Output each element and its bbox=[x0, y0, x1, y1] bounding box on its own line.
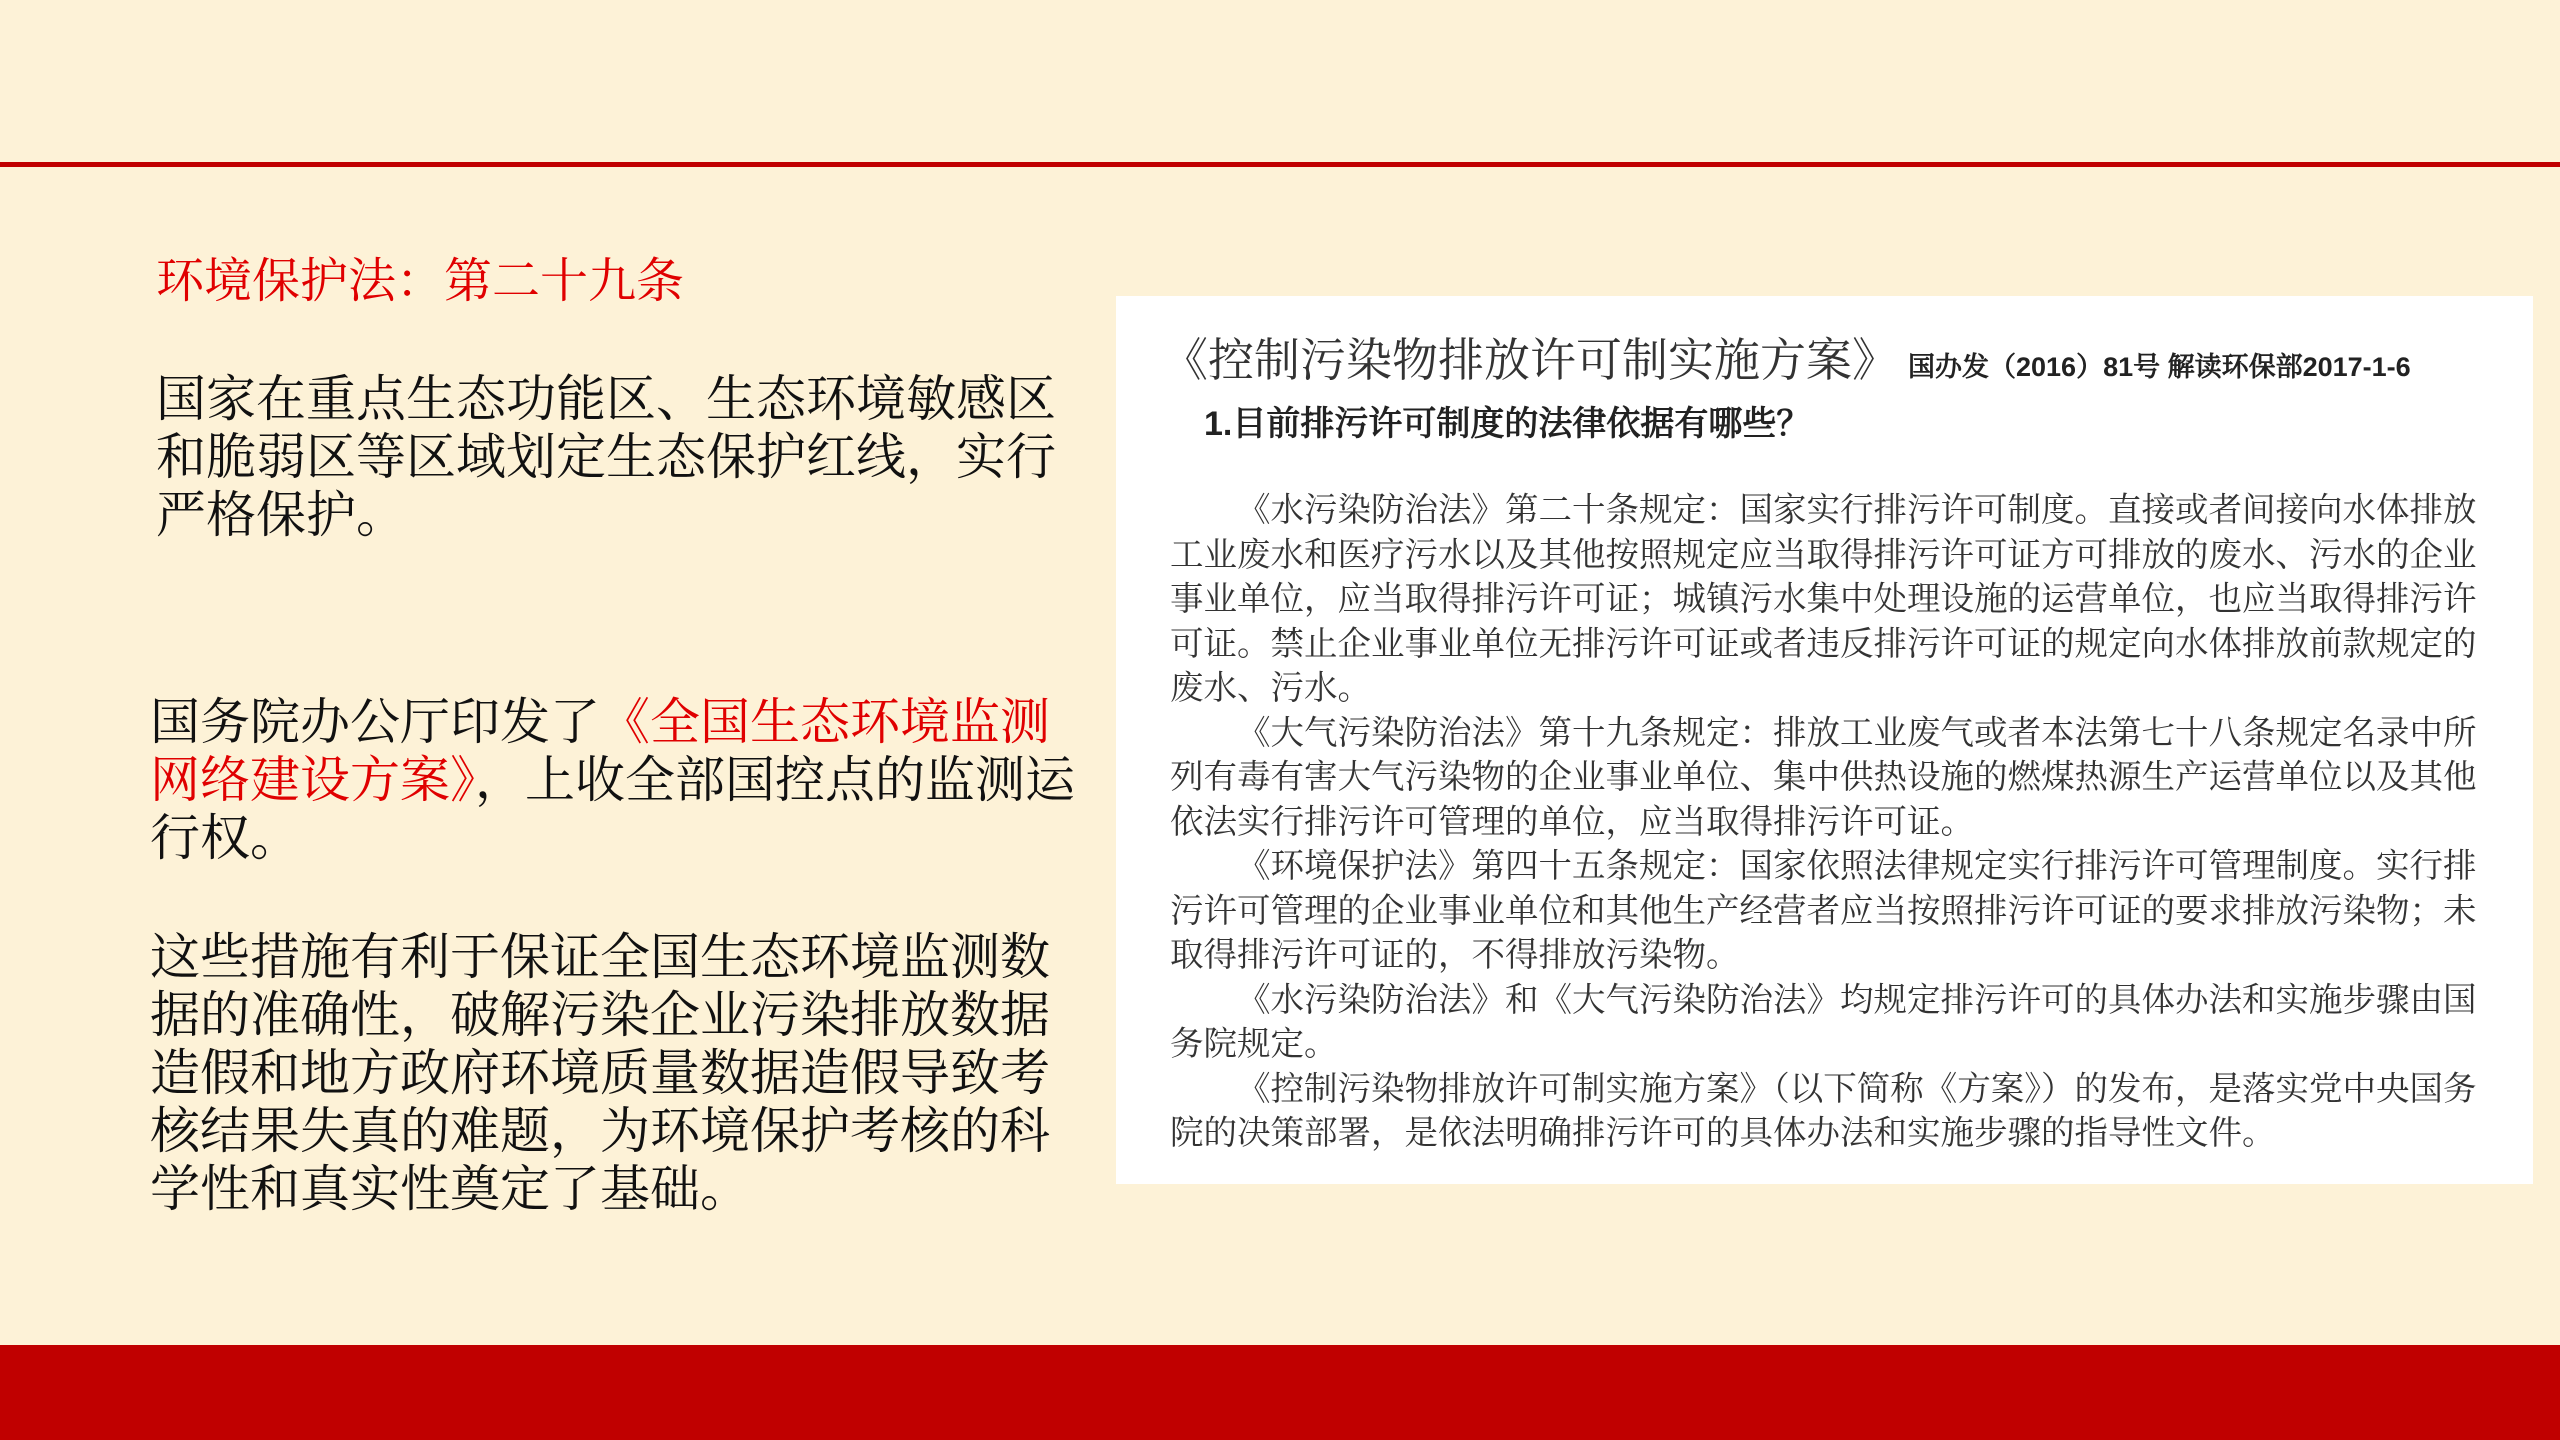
monitoring-plan-title: 《全国生态环境监测网络建设方案》 bbox=[150, 693, 1050, 809]
document-title: 《控制污染物排放许可制实施方案》 bbox=[1162, 333, 1898, 387]
bottom-red-band bbox=[0, 1345, 2560, 1440]
document-question: 1.目前排污许可制度的法律依据有哪些？ bbox=[1204, 405, 1811, 443]
document-title-row bbox=[1162, 324, 2411, 390]
paragraph-measures-benefit: 这些措施有利于保证全国生态环境监测数据的准确性，破解污染企业污染排放数据造假和地方政府环境质量数据造假导致考核结果失真的难题，为环境保护考核的科学性和真实性奠定了基础。 bbox=[150, 928, 1050, 1218]
document-paragraph: 《大气污染防治法》第十九条规定：排放工业废气或者本法第七十八条规定名录中所列有毒有害大气污染物的企业事业单位、集中供热设施的燃煤热源生产运营单位以及其他依法实行排污许可管理的单位，应当取得排污许可证。 bbox=[1170, 712, 2477, 841]
document-paragraph: 《环境保护法》第四十五条规定：国家依照法律规定实行排污许可管理制度。实行排污许可管理的企业事业单位和其他生产经营者应当按照排污许可证的要求排放污染物；未取得排污许可证的，不得排放污染物。 bbox=[1170, 846, 2477, 974]
document-excerpt-image bbox=[1116, 296, 2533, 1184]
top-divider-line bbox=[0, 162, 2560, 167]
paragraph-suffix: ，上收全部国控点的监测运行权。 bbox=[150, 751, 1075, 867]
document-body bbox=[1170, 488, 2500, 1156]
paragraph-ecological-redline: 国家在重点生态功能区、生态环境敏感区和脆弱区等区域划定生态保护红线，实行严格保护。 bbox=[156, 370, 1056, 544]
document-paragraph: 《水污染防治法》第二十条规定：国家实行排污许可制度。直接或者间接向水体排放工业废水和医疗污水以及其他按照规定应当取得排污许可证方可排放的废水、污水的企业事业单位，应当取得排污许可证；城镇污水集中处理设施的运营单位，也应当取得排污许可证。禁止企业事业单位无排污许可证或者违反排污许可证的规定向水体排放前款规定的废水、污水。 bbox=[1170, 490, 2477, 707]
document-reference: 国办发（2016）81号 解读环保部2017-1-6 bbox=[1908, 352, 2411, 382]
paragraph-monitoring-network bbox=[150, 693, 1080, 867]
paragraph-prefix: 国务院办公厅印发了 bbox=[150, 693, 600, 751]
document-paragraph: 《水污染防治法》和《大气污染防治法》均规定排污许可的具体办法和实施步骤由国务院规定。 bbox=[1170, 979, 2477, 1063]
document-paragraph: 《控制污染物排放许可制实施方案》（以下简称《方案》）的发布，是落实党中央国务院的决策部署，是依法明确排污许可的具体办法和实施步骤的指导性文件。 bbox=[1170, 1068, 2477, 1152]
slide-heading: 环境保护法：第二十九条 bbox=[156, 253, 685, 309]
